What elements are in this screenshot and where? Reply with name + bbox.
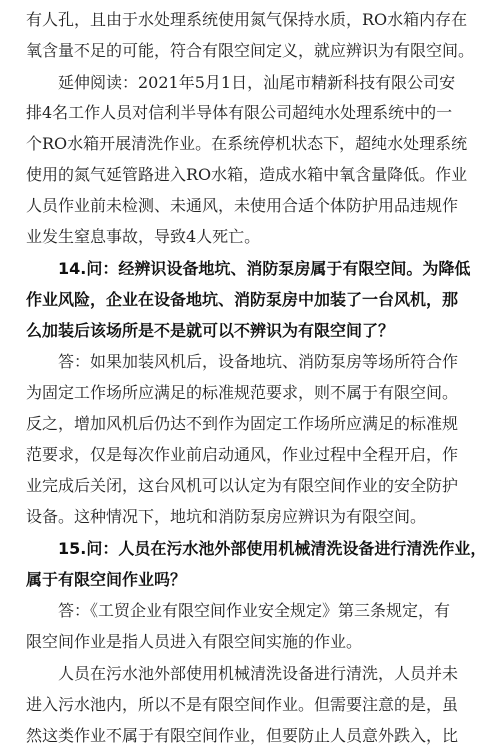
answer-text-line: 答：如果加装风机后，设备地坑、消防泵房等场所符合作 <box>58 352 459 371</box>
question-heading-line: 15.问：人员在污水池外部使用机械清洗设备进行清洗作业， <box>58 539 487 558</box>
body-text-line: 排4名工作人员对信利半导体有限公司超纯水处理系统中的一 <box>26 103 453 122</box>
body-text-line: 业发生窒息事故，导致4人死亡。 <box>26 227 261 246</box>
answer-text-line: 进入污水池内，所以不是有限空间作业。但需要注意的是，虽 <box>26 695 459 714</box>
body-text-line: 有人孔，且由于水处理系统使用氮气保持水质，RO水箱内存在 <box>26 10 468 29</box>
document-page <box>26 0 487 745</box>
question-heading-line: 作业风险，企业在设备地坑、消防泵房中加装了一台风机，那 <box>26 290 459 309</box>
body-text-line: 人员作业前未检测、未通风，未使用合适个体防护用品违规作 <box>26 196 459 215</box>
question-heading-line: 14.问：经辨识设备地坑、消防泵房属于有限空间。为降低 <box>58 259 471 278</box>
body-text-line: 个RO水箱开展清洗作业。在系统停机状态下，超纯水处理系统 <box>26 134 468 153</box>
answer-text-line: 反之，增加风机后仍达不到作为固定工作场所应满足的标准规 <box>26 414 459 433</box>
answer-text-line: 范要求，仅是每次作业前启动通风，作业过程中全程开启，作 <box>26 445 459 464</box>
question-heading-line: 么加装后该场所是不是就可以不辨识为有限空间了？ <box>26 321 395 340</box>
answer-text-line: 答：《工贸企业有限空间作业安全规定》第三条规定，有 <box>58 601 451 620</box>
answer-text-line: 设备。这种情况下，地坑和消防泵房应辨识为有限空间。 <box>26 507 427 526</box>
body-text-line: 延伸阅读：2021年5月1日，汕尾市精新科技有限公司安 <box>58 73 456 92</box>
body-text-line: 氧含量不足的可能，符合有限空间定义，就应辨识为有限空间。 <box>26 41 475 60</box>
answer-text-line: 然这类作业不属于有限空间作业，但要防止人员意外跌入，比 <box>26 726 459 745</box>
answer-text-line: 为固定工作场所应满足的标准规范要求，则不属于有限空间。 <box>26 383 459 402</box>
answer-text-line: 人员在污水池外部使用机械清洗设备进行清洗，人员并未 <box>58 664 459 683</box>
answer-text-line: 限空间作业是指人员进入有限空间实施的作业。 <box>26 632 363 651</box>
body-text-line: 使用的氮气延管路进入RO水箱，造成水箱中氧含量降低。作业 <box>26 165 468 184</box>
question-heading-line: 属于有限空间作业吗？ <box>26 570 187 589</box>
answer-text-line: 业完成后关闭，这台风机可以认定为有限空间作业的安全防护 <box>26 476 459 495</box>
